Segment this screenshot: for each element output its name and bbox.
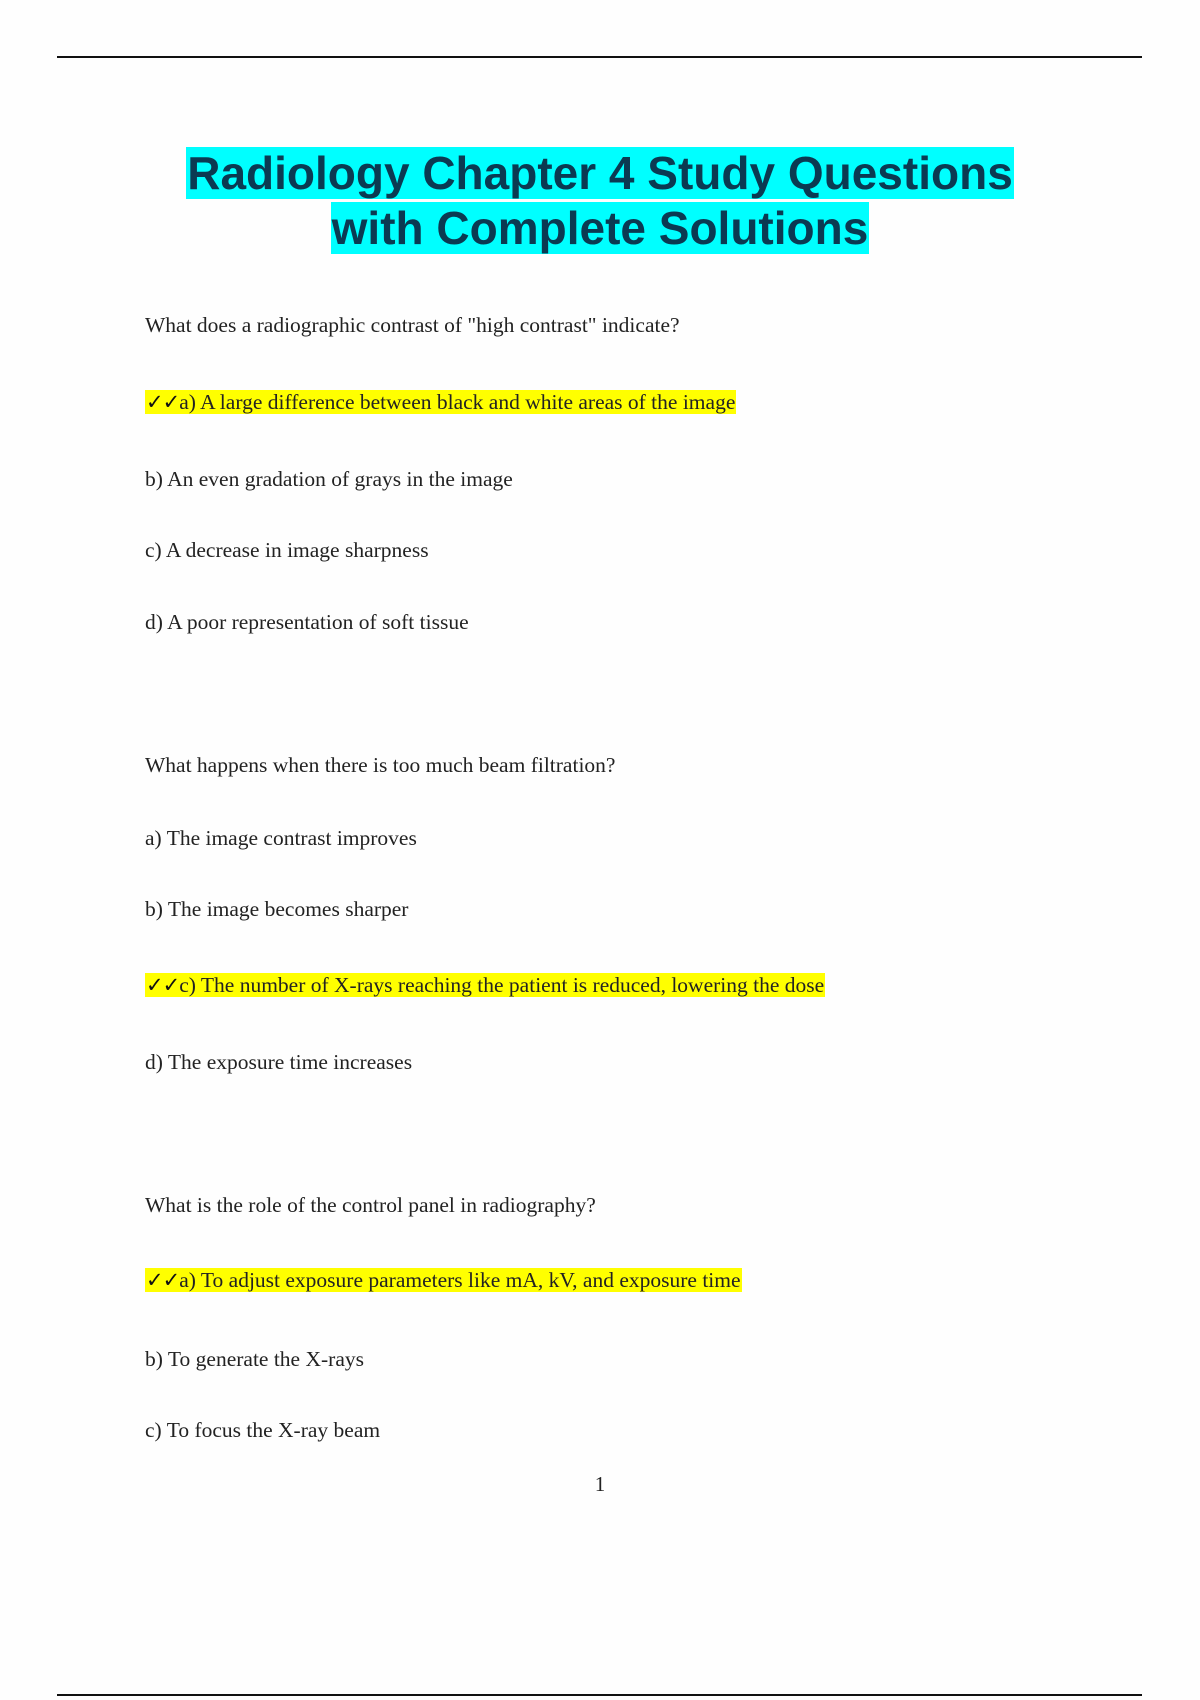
question-2-text: What happens when there is too much beam filtration? [145, 753, 616, 777]
question-1-option-a-correct [145, 388, 736, 416]
question-1-text: What does a radiographic contrast of "high contrast" indicate? [145, 313, 680, 337]
question-1-option-b: b) An even gradation of grays in the image [145, 467, 513, 491]
option-text: c) The number of X-rays reaching the patient is reduced, lowering the dose [179, 973, 825, 997]
question-2-option-c-correct [145, 971, 825, 999]
question-2-option-b: b) The image becomes sharper [145, 897, 409, 921]
question-2-option-a: a) The image contrast improves [145, 826, 417, 850]
option-text: a) To adjust exposure parameters like mA, kV, and exposure time [179, 1268, 741, 1292]
question-3-option-a-correct [145, 1266, 742, 1294]
option-text: a) A large difference between black and white areas of the image [179, 390, 736, 414]
question-2-option-d: d) The exposure time increases [145, 1050, 413, 1074]
double-check-icon: ✓✓ [146, 390, 180, 414]
title-line-1: Radiology Chapter 4 Study Questions [187, 147, 1013, 199]
question-3-option-c: c) To focus the X-ray beam [145, 1418, 381, 1442]
answer-highlight [145, 390, 736, 414]
question-3-option-b: b) To generate the X-rays [145, 1347, 364, 1371]
question-1-option-d: d) A poor representation of soft tissue [145, 610, 469, 634]
answer-highlight [145, 973, 825, 997]
double-check-icon: ✓✓ [146, 973, 180, 997]
top-rule [57, 56, 1142, 58]
title-line-2: with Complete Solutions [331, 202, 869, 254]
answer-highlight [145, 1268, 742, 1292]
question-3-text: What is the role of the control panel in radiography? [145, 1193, 596, 1217]
question-1-option-c: c) A decrease in image sharpness [145, 538, 429, 562]
bottom-rule [57, 1694, 1142, 1696]
double-check-icon: ✓✓ [146, 1268, 180, 1292]
document-title [0, 146, 1200, 256]
page-number: 1 [594, 1472, 606, 1496]
